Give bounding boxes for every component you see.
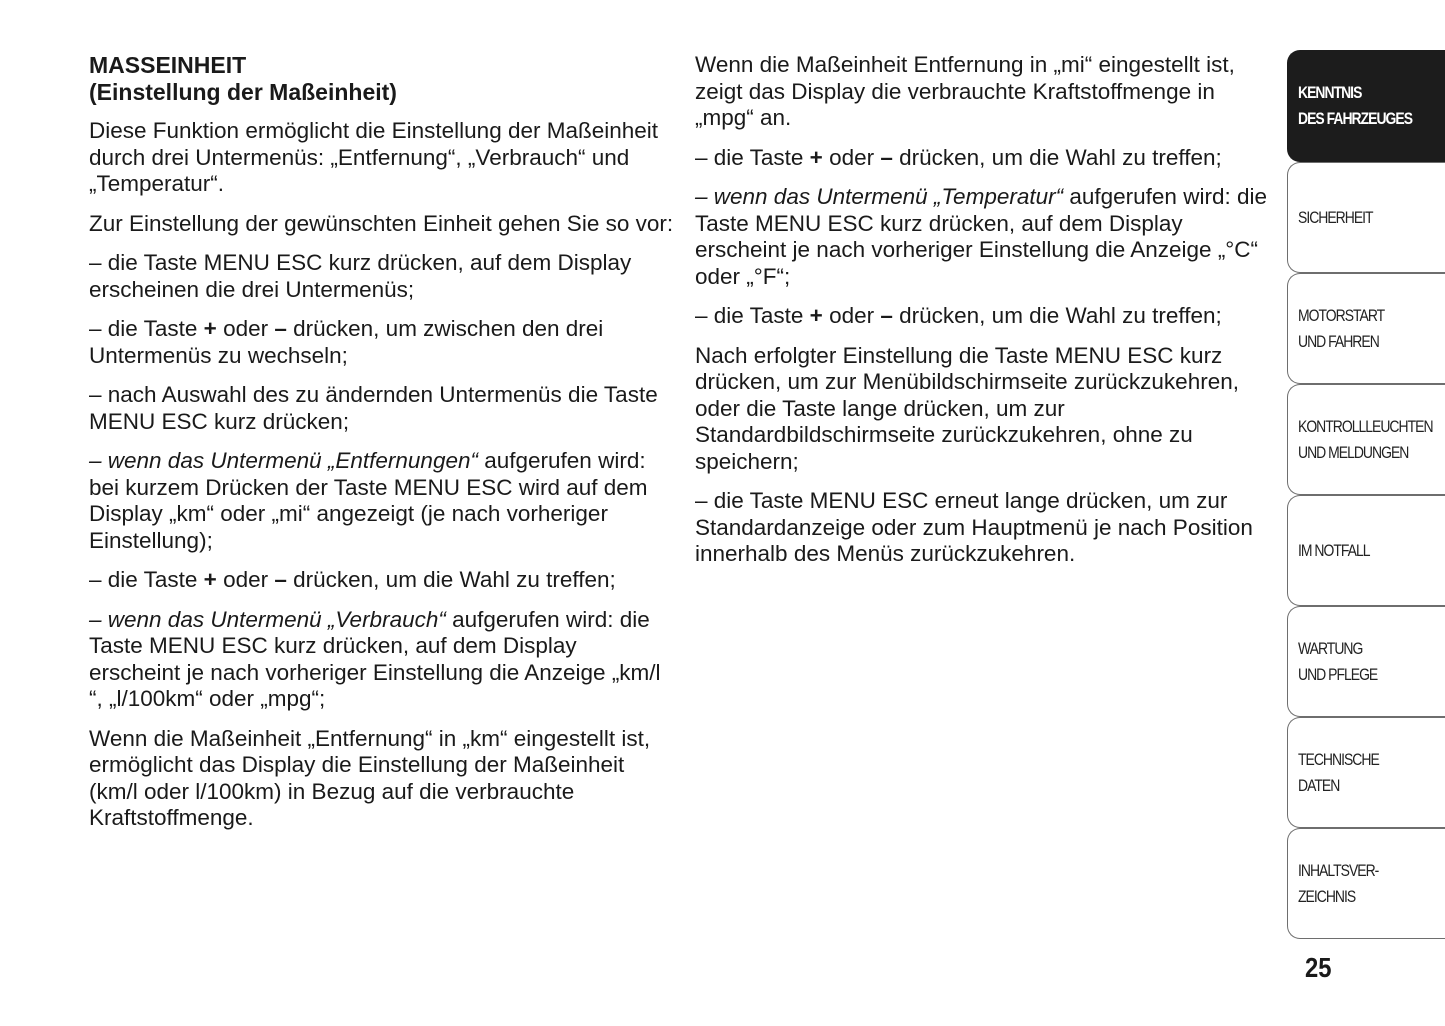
paragraph: Zur Einstellung der gewünschten Einheit gehen Sie so vor: — [89, 210, 674, 236]
tab-wartung-und-pflege[interactable]: WARTUNG UND PFLEGE — [1287, 606, 1445, 717]
paragraph: – die Taste MENU ESC erneut lange drücken, um zur Standardanzeige oder zum Hauptmenü je nach Position innerhalb des Menüs zurückzukehren. — [695, 488, 1253, 566]
paragraph: – wenn das Untermenü „Verbrauch“ aufgerufen wird: die Taste MENU ESC kurz drücken, auf dem Display erscheint je nach vorheriger Einstellung die Anzeige „km/l “, „l/100km“ oder „mpg“; — [89, 606, 661, 711]
tab-kenntnis-des-fahrzeuges[interactable]: KENNTNIS DES FAHRZEUGES — [1287, 50, 1445, 162]
paragraph: Diese Funktion ermöglicht die Einstellung der Maßeinheit durch drei Untermenüs: „Entfernung“, „Verbrauch“ und „Temperatur“. — [89, 118, 659, 196]
paragraph: – die Taste MENU ESC kurz drücken, auf dem Display erscheinen die drei Untermenüs; — [89, 250, 632, 302]
right-column — [695, 52, 1270, 581]
paragraph: Nach erfolgter Einstellung die Taste MENU ESC kurz drücken, um zur Menübildschirmseite zurückzukehren, oder die Taste lange drücken, um zur Standardbildschirmseite zurückzukehren, ohne zu speichern; — [695, 342, 1239, 474]
left-column — [89, 52, 674, 845]
tab-inhaltsverzeichnis[interactable]: INHALTSVER- ZEICHNIS — [1287, 828, 1445, 939]
chapter-tabs — [1287, 50, 1445, 939]
paragraph: – die Taste + oder – drücken, um die Wahl zu treffen; — [89, 567, 616, 592]
tab-kontrollleuchten-und-meldungen[interactable]: KONTROLLLEUCHTEN UND MELDUNGEN — [1287, 384, 1445, 495]
paragraph: – die Taste + oder – drücken, um die Wahl zu treffen; — [695, 144, 1222, 170]
paragraph: – nach Auswahl des zu ändernden Untermenüs die Taste MENU ESC kurz drücken; — [89, 382, 658, 434]
paragraph: – wenn das Untermenü „Temperatur“ aufgerufen wird: die Taste MENU ESC kurz drücken, auf dem Display erscheint je nach vorheriger Einstellung die Anzeige „°C“ oder „°F“; — [695, 184, 1267, 289]
paragraph: – die Taste + oder – drücken, um zwischen den drei Untermenüs zu wechseln; — [89, 316, 604, 368]
section-heading: MASSEINHEIT (Einstellung der Maßeinheit) — [89, 52, 397, 105]
tab-im-notfall[interactable]: IM NOTFALL — [1287, 495, 1445, 606]
tab-motorstart-und-fahren[interactable]: MOTORSTART UND FAHREN — [1287, 273, 1445, 384]
paragraph: – die Taste + oder – drücken, um die Wahl zu treffen; — [695, 303, 1222, 328]
paragraph: Wenn die Maßeinheit Entfernung in „mi“ eingestellt ist, zeigt das Display die verbrauchte Kraftstoffmenge in „mpg“ an. — [695, 52, 1235, 130]
tab-technische-daten[interactable]: TECHNISCHE DATEN — [1287, 717, 1445, 828]
paragraph: – wenn das Untermenü „Entfernungen“ aufgerufen wird: bei kurzem Drücken der Taste MENU ESC wird auf dem Display „km“ oder „mi“ angezeigt (je nach vorheriger Einstellung); — [89, 448, 648, 553]
page-number: 25 — [1305, 952, 1332, 983]
tab-sicherheit[interactable]: SICHERHEIT — [1287, 162, 1445, 273]
paragraph: Wenn die Maßeinheit „Entfernung“ in „km“ eingestellt ist, ermöglicht das Display die Einstellung der Maßeinheit (km/l oder l/100km) in Bezug auf die verbrauchte Kraftstoffmenge. — [89, 725, 651, 830]
